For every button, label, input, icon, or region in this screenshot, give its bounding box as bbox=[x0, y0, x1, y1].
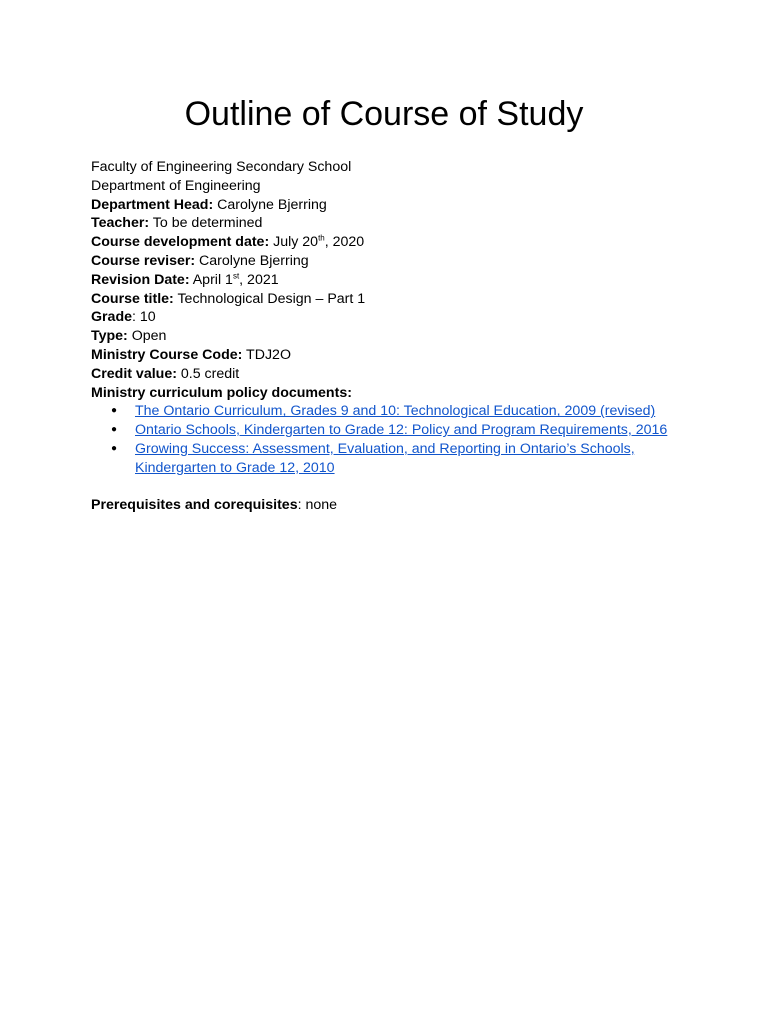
course-title-row bbox=[91, 290, 711, 309]
grade-value: : 10 bbox=[132, 309, 156, 326]
ministry-course-code-row bbox=[91, 346, 711, 365]
list-item bbox=[91, 421, 711, 440]
ontario-schools-link[interactable]: Ontario Schools, Kindergarten to Grade 12: Policy and Program Requirements, 2016 bbox=[135, 422, 668, 439]
course-reviser-value: Carolyne Bjerring bbox=[195, 252, 309, 269]
grade-label: Grade bbox=[91, 309, 133, 326]
ontario-curriculum-link[interactable]: The Ontario Curriculum, Grades 9 and 10: Technological Education, 2009 (revised) bbox=[135, 403, 656, 420]
revision-date-suffix: st bbox=[232, 271, 240, 281]
revision-date-value: April 1 bbox=[189, 271, 233, 288]
revision-date-row bbox=[91, 271, 711, 290]
type-row bbox=[91, 327, 711, 346]
course-title-value: Technological Design – Part 1 bbox=[173, 290, 366, 307]
growing-success-link-line2[interactable]: Kindergarten to Grade 12, 2010 bbox=[135, 459, 335, 476]
policy-documents-row bbox=[91, 384, 711, 403]
credit-value-row bbox=[91, 365, 711, 384]
course-title-label: Course title: bbox=[91, 290, 174, 307]
course-reviser-label: Course reviser: bbox=[91, 252, 196, 269]
page-title: Outline of Course of Study bbox=[184, 95, 584, 133]
bullet-icon: ● bbox=[111, 405, 118, 417]
course-info bbox=[91, 158, 711, 514]
revision-date-year: , 2021 bbox=[239, 271, 279, 288]
list-item bbox=[91, 440, 711, 478]
credit-value-label: Credit value: bbox=[91, 365, 177, 382]
prerequisites-value: : none bbox=[297, 496, 338, 513]
type-label: Type: bbox=[91, 328, 128, 345]
policy-documents-list bbox=[91, 402, 711, 477]
department-name: Department of Engineering bbox=[91, 177, 261, 194]
ministry-course-code-label: Ministry Course Code: bbox=[91, 346, 243, 363]
revision-date-label: Revision Date: bbox=[91, 271, 190, 288]
department-head-label: Department Head: bbox=[91, 196, 214, 213]
prerequisites-row bbox=[91, 496, 711, 515]
school-name: Faculty of Engineering Secondary School bbox=[91, 159, 352, 175]
department-head-row bbox=[91, 196, 711, 215]
department-head-value: Carolyne Bjerring bbox=[213, 196, 327, 213]
course-development-date-year: , 2020 bbox=[324, 234, 365, 251]
policy-documents-label: Ministry curriculum policy documents: bbox=[91, 384, 352, 401]
teacher-value: To be determined bbox=[149, 215, 263, 232]
credit-value-value: 0.5 credit bbox=[176, 365, 240, 382]
list-item bbox=[91, 402, 711, 421]
course-development-date-value: July 20 bbox=[269, 234, 319, 251]
bullet-icon: ● bbox=[111, 424, 118, 436]
type-value: Open bbox=[127, 328, 167, 345]
ministry-course-code-value: TDJ2O bbox=[242, 346, 291, 363]
growing-success-link-line1[interactable]: Growing Success: Assessment, Evaluation, and Reporting in Ontario’s Schools, bbox=[135, 440, 635, 457]
course-development-date-row bbox=[91, 233, 711, 252]
teacher-row bbox=[91, 214, 711, 233]
growing-success-link[interactable] bbox=[135, 441, 635, 476]
grade-row bbox=[91, 308, 711, 327]
bullet-icon: ● bbox=[111, 442, 118, 454]
course-reviser-row bbox=[91, 252, 711, 271]
course-development-date-suffix: th bbox=[318, 233, 325, 243]
teacher-label: Teacher: bbox=[91, 215, 150, 232]
course-development-date-label: Course development date: bbox=[91, 234, 270, 251]
prerequisites-label: Prerequisites and corequisites bbox=[91, 496, 298, 513]
